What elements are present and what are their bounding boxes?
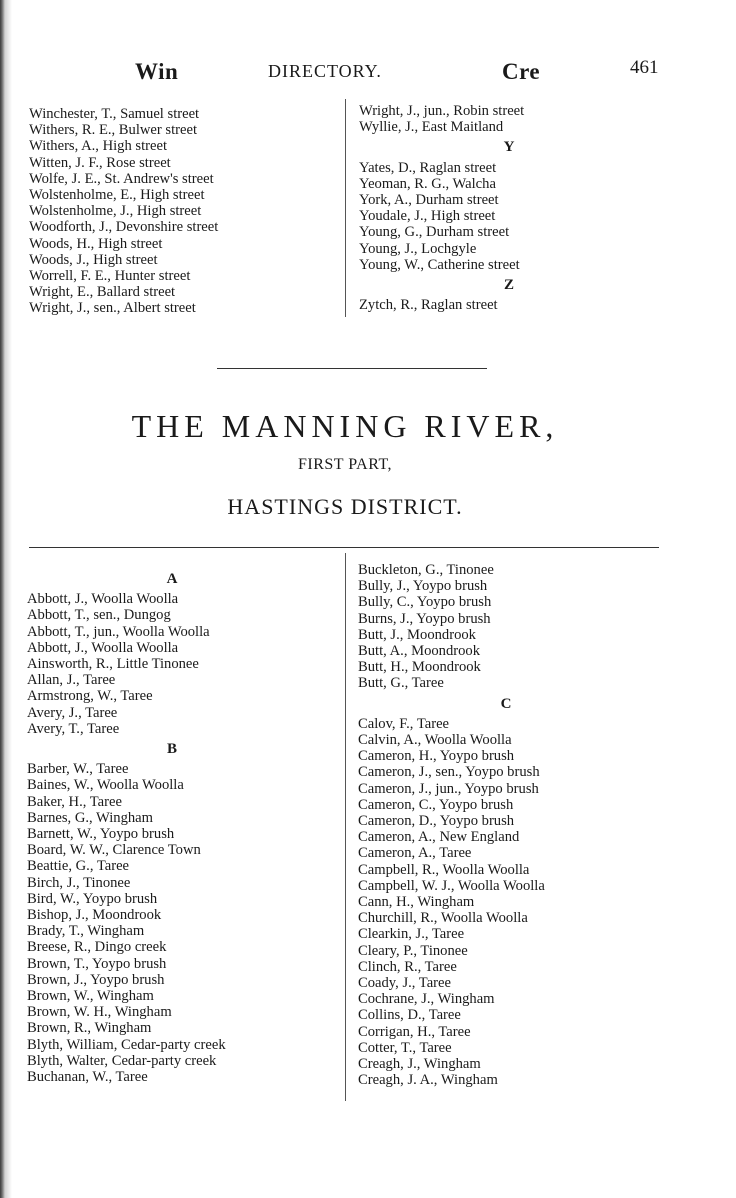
- list-item: Birch, J., Tinonee: [27, 874, 131, 891]
- list-item: Churchill, R., Woolla Woolla: [358, 910, 528, 927]
- list-item: Wright, J., jun., Robin street: [359, 103, 525, 119]
- header-left-word: Win: [135, 59, 179, 84]
- section-letter-a: A: [166, 571, 178, 587]
- list-item: Butt, H., Moondrook: [358, 659, 481, 676]
- header-rule: [29, 547, 659, 548]
- list-item: Baines, W., Woolla Woolla: [27, 777, 184, 794]
- list-item: Young, W., Catherine street: [359, 256, 520, 273]
- list-item: Cameron, H., Yoypo brush: [358, 748, 515, 765]
- list-item: Wright, E., Ballard street: [29, 284, 176, 301]
- list-item: York, A., Durham street: [359, 192, 499, 209]
- list-item: Cameron, J., sen., Yoypo brush: [358, 764, 540, 781]
- column-bottom-left: [27, 567, 337, 1085]
- list-item: Cochrane, J., Wingham: [358, 991, 495, 1008]
- list-item: Blyth, Walter, Cedar-party creek: [27, 1052, 217, 1069]
- list-item: Butt, A., Moondrook: [358, 643, 481, 660]
- list-item: Abbott, T., sen., Dungog: [27, 607, 171, 624]
- list-item: Ainsworth, R., Little Tinonee: [27, 656, 199, 673]
- list-item: Worrell, F. E., Hunter street: [29, 268, 191, 285]
- list-item: Yates, D., Raglan street: [359, 159, 497, 176]
- list-item: Butt, J., Moondrook: [358, 626, 476, 643]
- list-item: Cotter, T., Taree: [358, 1039, 452, 1056]
- list-item: Barber, W., Taree: [27, 761, 129, 778]
- list-item: Calvin, A., Woolla Woolla: [358, 732, 512, 749]
- column-bottom-right: [358, 562, 658, 1089]
- list-item: Brady, T., Wingham: [27, 923, 145, 940]
- list-item: Wolstenholme, J., High street: [29, 203, 202, 220]
- running-header: [0, 56, 736, 86]
- column-divider-top: [345, 99, 346, 317]
- list-item: Abbott, J., Woolla Woolla: [27, 591, 179, 608]
- list-item: Breese, R., Dingo creek: [27, 939, 167, 956]
- list-item: Calov, F., Taree: [358, 715, 450, 732]
- list-item: Corrigan, H., Taree: [358, 1023, 471, 1040]
- list-item: Wolstenholme, E., High street: [29, 187, 205, 204]
- column-top-right: [359, 103, 659, 313]
- list-item: Young, J., Lochgyle: [359, 240, 477, 257]
- page-number: 461: [630, 57, 659, 78]
- list-item: Brown, R., Wingham: [27, 1020, 152, 1037]
- list-item: Barnes, G., Wingham: [27, 809, 154, 826]
- section-letter-b: B: [166, 741, 177, 758]
- list-item: Campbell, R., Woolla Woolla: [358, 861, 530, 878]
- list-item: Young, G., Durham street: [359, 224, 510, 241]
- list-item: Bully, C., Yoypo brush: [358, 594, 492, 611]
- list-item: Creagh, J. A., Wingham: [358, 1072, 498, 1089]
- section-divider: [217, 368, 487, 369]
- list-item: Cameron, A., Taree: [358, 845, 472, 862]
- list-item: Bully, J., Yoypo brush: [358, 578, 488, 595]
- column-divider-bottom: [345, 553, 346, 1101]
- list-item: Butt, G., Taree: [358, 675, 444, 692]
- list-item: Beattie, G., Taree: [27, 858, 130, 875]
- list-item: Wolfe, J. E., St. Andrew's street: [29, 170, 214, 187]
- list-item: Brown, T., Yoypo brush: [27, 955, 167, 972]
- list-item: Bishop, J., Moondrook: [27, 907, 162, 924]
- header-right-word: Cre: [502, 59, 541, 84]
- list-item: Withers, A., High street: [29, 138, 168, 155]
- section-subtitle: FIRST PART,: [297, 456, 393, 473]
- list-item: Burns, J., Yoypo brush: [358, 610, 491, 627]
- list-item: Woodforth, J., Devonshire street: [29, 219, 219, 236]
- list-item: Cameron, C., Yoypo brush: [358, 796, 514, 813]
- list-item: Baker, H., Taree: [27, 793, 122, 810]
- list-item: Brown, J., Yoypo brush: [27, 971, 165, 988]
- list-item: Allan, J., Taree: [27, 672, 116, 689]
- list-item: Cameron, A., New England: [358, 829, 520, 846]
- section-letter-c: C: [500, 695, 512, 712]
- section-title: THE MANNING RIVER,: [131, 408, 559, 444]
- list-item: Abbott, T., jun., Woolla Woolla: [27, 623, 210, 640]
- list-item: Bird, W., Yoypo brush: [27, 890, 158, 907]
- list-item: Youdale, J., High street: [359, 208, 496, 225]
- list-item: Collins, D., Taree: [358, 1007, 461, 1024]
- list-item: Buchanan, W., Taree: [27, 1069, 148, 1086]
- list-item: Wyllie, J., East Maitland: [359, 119, 504, 136]
- list-item: Armstrong, W., Taree: [27, 688, 153, 705]
- list-item: Creagh, J., Wingham: [358, 1056, 481, 1073]
- list-item: Cameron, D., Yoypo brush: [358, 813, 515, 830]
- list-item: Avery, J., Taree: [27, 704, 118, 721]
- header-title: DIRECTORY.: [268, 61, 382, 81]
- list-item: Coady, J., Taree: [358, 975, 451, 992]
- list-item: Clinch, R., Taree: [358, 958, 457, 975]
- list-item: Clearkin, J., Taree: [358, 926, 465, 943]
- page-edge-shadow: [0, 0, 22, 1198]
- list-item: Winchester, T., Samuel street: [29, 106, 200, 122]
- list-item: Barnett, W., Yoypo brush: [27, 826, 175, 843]
- list-item: Abbott, J., Woolla Woolla: [27, 639, 179, 656]
- list-item: Cleary, P., Tinonee: [358, 942, 468, 959]
- list-item: Avery, T., Taree: [27, 720, 120, 737]
- district-title: HASTINGS DISTRICT.: [227, 494, 463, 519]
- list-item: Zytch, R., Raglan street: [359, 297, 498, 314]
- list-item: Brown, W., Wingham: [27, 988, 154, 1005]
- list-item: Buckleton, G., Tinonee: [358, 562, 494, 578]
- list-item: Campbell, W. J., Woolla Woolla: [358, 877, 545, 894]
- list-item: Board, W. W., Clarence Town: [27, 842, 201, 859]
- section-letter-z: Z: [503, 277, 514, 294]
- list-item: Wright, J., sen., Albert street: [29, 300, 196, 317]
- section-letter-y: Y: [503, 139, 515, 156]
- list-item: Brown, W. H., Wingham: [27, 1004, 172, 1021]
- list-item: Cann, H., Wingham: [358, 894, 475, 911]
- list-item: Blyth, William, Cedar-party creek: [27, 1036, 226, 1053]
- list-item: Yeoman, R. G., Walcha: [359, 175, 496, 192]
- list-item: Withers, R. E., Bulwer street: [29, 122, 198, 139]
- column-top-left: [29, 106, 339, 317]
- list-item: Cameron, J., jun., Yoypo brush: [358, 780, 539, 797]
- list-item: Woods, H., High street: [29, 235, 163, 252]
- list-item: Witten, J. F., Rose street: [29, 154, 171, 171]
- list-item: Woods, J., High street: [29, 251, 158, 268]
